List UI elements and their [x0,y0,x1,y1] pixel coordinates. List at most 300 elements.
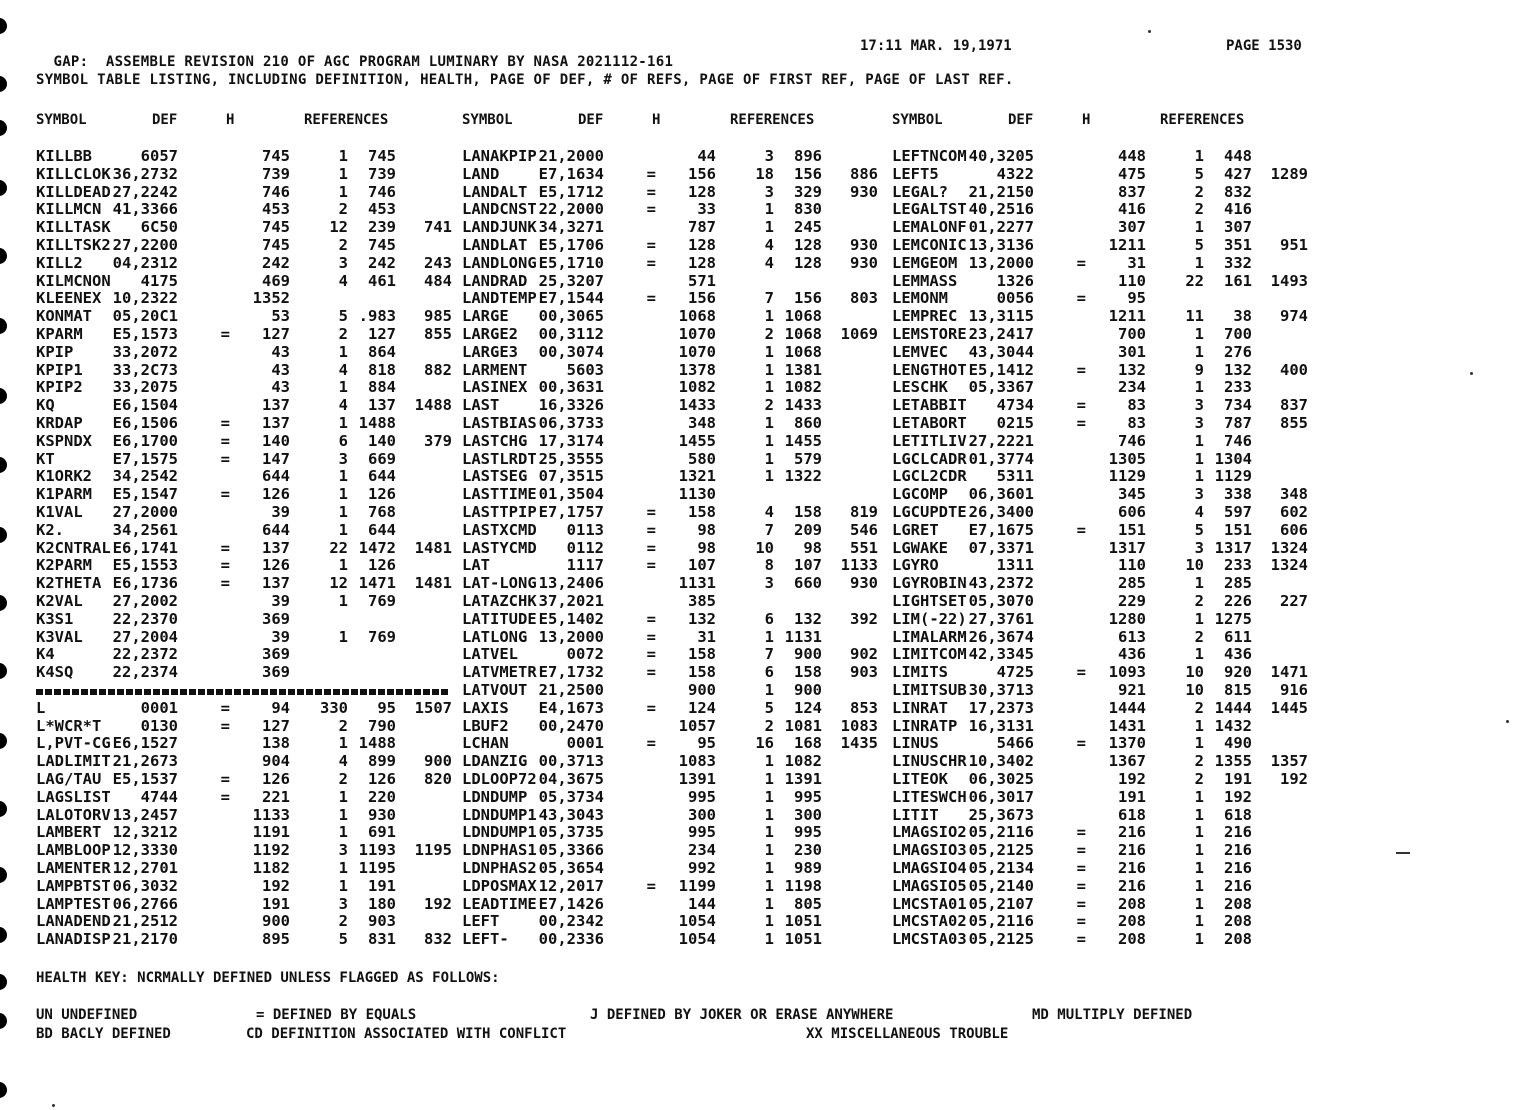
cell-def: 27,2242 [112,182,178,201]
cell-symbol: LGYRO [892,556,939,575]
cell-ref-count: 3 [764,574,774,593]
cell-ref-count: 1 [764,378,774,397]
cell-ref-count: 1 [764,770,774,788]
cell-symbol: LANADISP [36,930,111,949]
cell-ref-count: 1 [338,378,348,397]
cell-ref-page: 191 [262,894,290,913]
cell-ref-page: 234 [688,841,716,860]
cell-symbol: LEFT5 [892,164,939,183]
cell-first-ref: 1317 [1214,538,1252,557]
cell-ref-page: 436 [1118,645,1146,664]
cell-ref-count: 1 [1194,253,1204,272]
cell-ref-page: 95 [697,734,716,753]
punch-hole [0,76,7,92]
cell-ref-page: 138 [262,734,290,753]
cell-def: 12,3212 [112,823,178,842]
punch-hole [0,388,7,404]
cell-ref-count: 16 [755,734,774,753]
cell-def: 13,3136 [968,236,1034,254]
cell-ref-count: 2 [764,716,774,735]
cell-ref-count: 22 [1185,271,1204,290]
cell-ref-page: 98 [697,538,716,557]
cell-symbol: LMCSTA03 [892,930,967,949]
cell-last-ref: 379 [424,431,452,450]
cell-ref-page: 995 [688,787,716,806]
cell-ref-count: 6 [338,431,348,450]
cell-def: 33,2075 [112,378,178,397]
cell-def: 21,2000 [538,147,604,165]
cell-first-ref: 579 [794,449,822,468]
cell-ref-count: 7 [764,645,774,664]
cell-def: 13,2000 [968,253,1034,272]
cell-ref-page: 285 [1118,574,1146,593]
cell-last-ref: 853 [850,698,878,717]
cell-last-ref: 882 [424,360,452,379]
cell-first-ref: 216 [1224,876,1252,895]
health-key-j: J DEFINED BY JOKER OR ERASE ANYWHERE [590,1007,894,1023]
punch-hole [0,248,7,264]
cell-ref-page: 700 [1118,325,1146,343]
cell-ref-page: 900 [688,681,716,699]
punch-hole [0,801,7,817]
cell-def: 21,2500 [538,681,604,699]
cell-ref-page: 837 [1118,182,1146,201]
cell-ref-page: 448 [1118,147,1146,165]
cell-health: = [646,520,656,539]
speck [1396,852,1410,854]
cell-def: 0001 [566,734,604,753]
cell-ref-page: 1192 [252,841,290,860]
cell-ref-count: 1 [1194,645,1204,664]
cell-symbol: LATLONG [462,627,528,646]
cell-symbol: LAXIS [462,698,509,717]
cell-def: E5,1537 [112,770,178,788]
cell-last-ref: 930 [850,182,878,201]
cell-ref-page: 1129 [1108,467,1146,486]
cell-ref-count: 9 [1194,360,1204,379]
cell-first-ref: 1068 [784,342,822,361]
cell-last-ref: 1324 [1270,556,1308,575]
cell-symbol: LEGAL? [892,182,948,201]
cell-first-ref: .983 [358,307,396,326]
cell-symbol: LEMSTORE [892,325,967,343]
cell-ref-page: 1431 [1108,716,1146,735]
punch-hole [0,318,7,334]
cell-ref-page: 110 [1118,271,1146,290]
cell-def: 00,2342 [538,912,604,931]
cell-symbol: LAST [462,396,500,415]
cell-ref-count: 1 [338,556,348,575]
cell-ref-page: 208 [1118,894,1146,913]
cell-symbol: LINRATP [892,716,958,735]
header-references-1: REFERENCES [304,112,389,128]
cell-def: 0113 [566,520,604,539]
cell-first-ref: 995 [794,823,822,842]
cell-def: 05,2125 [968,841,1034,860]
cell-first-ref: 332 [1224,253,1252,272]
cell-first-ref: 168 [794,734,822,753]
cell-ref-page: 1070 [678,325,716,343]
cell-ref-count: 330 [320,698,348,717]
cell-symbol: LADLIMIT [36,752,111,771]
cell-def: 0112 [566,538,604,557]
cell-def: 01,3504 [538,485,604,504]
cell-def: E6,1741 [112,538,178,557]
cell-first-ref: 745 [368,147,396,165]
cell-health: = [646,289,656,308]
cell-ref-count: 1 [764,752,774,771]
cell-def: E7,1732 [538,663,604,682]
cell-first-ref: 900 [794,681,822,699]
cell-def: E7,1426 [538,894,604,913]
cell-ref-page: 1054 [678,912,716,931]
cell-ref-page: 345 [1118,485,1146,504]
cell-symbol: LAT-LONG [462,574,537,593]
header-symbol-1: SYMBOL [36,112,87,128]
cell-ref-page: 1199 [678,876,716,895]
cell-first-ref: 746 [368,182,396,201]
cell-def: 30,3713 [968,681,1034,699]
cell-last-ref: 855 [424,325,452,343]
cell-ref-count: 1 [1194,805,1204,824]
cell-def: 01,2277 [968,218,1034,237]
cell-first-ref: 156 [794,289,822,308]
cell-def: 13,2457 [112,805,178,824]
cell-symbol: LANDCNST [462,200,537,219]
cell-ref-count: 1 [338,467,348,486]
cell-symbol: K2THETA [36,574,102,593]
cell-symbol: K1ORK2 [36,467,92,486]
header-def-1: DEF [152,112,178,128]
cell-def: 4744 [140,787,178,806]
cell-first-ref: 351 [1224,236,1252,254]
cell-def: E7,1675 [968,520,1034,539]
cell-def: 05,2116 [968,823,1034,842]
cell-ref-page: 137 [262,538,290,557]
cell-first-ref: 1471 [358,574,396,593]
cell-def: 21,2170 [112,930,178,949]
cell-symbol: LMCSTA02 [892,912,967,931]
cell-ref-count: 1 [764,449,774,468]
cell-ref-page: 31 [697,627,716,646]
cell-def: E5,1710 [538,253,604,272]
punch-hole [0,733,7,749]
cell-ref-page: 132 [1118,360,1146,379]
cell-def: 06,3601 [968,485,1034,504]
cell-def: 05,2125 [968,930,1034,949]
cell-health: = [1076,360,1086,379]
cell-last-ref: 1435 [840,734,878,753]
cell-last-ref: 1069 [840,325,878,343]
cell-ref-page: 221 [262,787,290,806]
cell-def: 13,2000 [538,627,604,646]
cell-ref-page: 606 [1118,503,1146,521]
cell-first-ref: 864 [368,342,396,361]
cell-ref-count: 5 [1194,164,1204,183]
cell-last-ref: 392 [850,609,878,628]
cell-def: 05,2107 [968,894,1034,913]
cell-ref-count: 1 [764,681,774,699]
cell-first-ref: 126 [368,770,396,788]
cell-ref-count: 4 [764,253,774,272]
cell-def: 06,3025 [968,770,1034,788]
cell-def: E7,1575 [112,449,178,468]
cell-last-ref: 1445 [1270,698,1308,717]
cell-health: = [646,164,656,183]
cell-ref-page: 995 [688,823,716,842]
cell-ref-page: 1433 [678,396,716,415]
cell-first-ref: 787 [1224,414,1252,432]
cell-ref-page: 300 [688,805,716,824]
cell-ref-count: 1 [764,876,774,895]
cell-def: E6,1506 [112,414,178,432]
cell-first-ref: 209 [794,520,822,539]
cell-last-ref: 1324 [1270,538,1308,557]
cell-health: = [220,556,230,575]
cell-ref-page: 895 [262,930,290,949]
cell-first-ref: 1082 [784,378,822,397]
cell-ref-count: 2 [338,325,348,343]
cell-last-ref: 916 [1280,681,1308,699]
cell-health: = [646,663,656,682]
cell-symbol: LATAZCHK [462,592,537,610]
cell-first-ref: 1322 [784,467,822,486]
cell-def: 26,3674 [968,627,1034,646]
cell-ref-page: 83 [1127,414,1146,432]
cell-first-ref: 191 [368,876,396,895]
cell-ref-count: 1 [338,503,348,521]
cell-symbol: L [36,698,46,717]
print-time: 17:11 MAR. 19,1971 [860,38,1012,54]
assembly-title: GAP: ASSEMBLE REVISION 210 OF AGC PROGRAM LUMINARY BY NASA 2021112-161 [53,54,674,70]
cell-def: 13,2406 [538,574,604,593]
cell-first-ref: 1129 [1214,467,1252,486]
cell-def: 25,3555 [538,449,604,468]
cell-symbol: LASTTPIP [462,503,537,521]
punch-hole [0,180,7,196]
cell-ref-page: 1280 [1108,609,1146,628]
cell-symbol: LATITUDE [462,609,537,628]
cell-ref-count: 18 [755,164,774,183]
cell-ref-page: 98 [697,520,716,539]
punch-hole [0,867,7,883]
cell-ref-count: 1 [1194,716,1204,735]
cell-symbol: LASTCHG [462,431,528,450]
cell-first-ref: 989 [794,859,822,877]
header-def-2: DEF [578,112,604,128]
cell-ref-page: 1455 [678,431,716,450]
cell-symbol: LENGTHOT [892,360,967,379]
cell-ref-page: 1391 [678,770,716,788]
cell-def: E6,1700 [112,431,178,450]
cell-ref-page: 644 [262,520,290,539]
cell-ref-page: 301 [1118,342,1146,361]
health-key-md: MD MULTIPLY DEFINED [1032,1007,1193,1023]
cell-def: 00,3631 [538,378,604,397]
cell-first-ref: 161 [1224,271,1252,290]
cell-ref-count: 3 [1194,538,1204,557]
cell-ref-page: 126 [262,485,290,504]
cell-symbol: LAMPBTST [36,876,111,895]
punch-hole [0,927,7,943]
cell-ref-count: 1 [764,360,774,379]
cell-ref-count: 1 [338,182,348,201]
cell-ref-count: 2 [1194,592,1204,610]
header-h-2: H [652,112,661,128]
cell-ref-page: 571 [688,271,716,290]
cell-def: 07,3371 [968,538,1034,557]
cell-def: 34,2561 [112,520,178,539]
punch-hole [0,457,7,473]
cell-first-ref: 245 [794,218,822,237]
cell-first-ref: 899 [368,752,396,771]
cell-first-ref: 180 [368,894,396,913]
cell-health: = [220,770,230,788]
cell-ref-count: 22 [329,538,348,557]
cell-def: E5,1547 [112,485,178,504]
cell-symbol: LANDRAD [462,271,528,290]
cell-def: 05,20C1 [112,307,178,326]
cell-first-ref: 1131 [784,627,822,646]
cell-symbol: KILLMCN [36,200,102,219]
cell-symbol: LCHAN [462,734,509,753]
cell-ref-count: 10 [1185,556,1204,575]
cell-ref-page: 126 [262,770,290,788]
cell-def: 27,2002 [112,592,178,610]
cell-ref-count: 5 [1194,236,1204,254]
cell-ref-page: 469 [262,271,290,290]
cell-ref-page: 124 [688,698,716,717]
cell-first-ref: 427 [1224,164,1252,183]
cell-health: = [646,627,656,646]
cell-ref-page: 43 [271,378,290,397]
cell-symbol: LANADEND [36,912,111,931]
cell-ref-page: 242 [262,253,290,272]
cell-symbol: KT [36,449,55,468]
cell-symbol: KILL2 [36,253,83,272]
cell-first-ref: 860 [794,414,822,432]
cell-last-ref: 1493 [1270,271,1308,290]
cell-ref-count: 1 [764,805,774,824]
cell-symbol: LDLOOP72 [462,770,537,788]
cell-symbol: LINRAT [892,698,948,717]
cell-symbol: LGWAKE [892,538,948,557]
cell-symbol: LARGE3 [462,342,518,361]
cell-def: 5466 [996,734,1034,753]
cell-ref-count: 4 [338,271,348,290]
cell-def: 0215 [996,414,1034,432]
cell-first-ref: 691 [368,823,396,842]
cell-def: 21,2150 [968,182,1034,201]
cell-def: 4175 [140,271,178,290]
cell-def: 5603 [566,360,604,379]
cell-health: = [646,609,656,628]
cell-first-ref: 216 [1224,841,1252,860]
cell-ref-page: 128 [688,253,716,272]
cell-ref-page: 107 [688,556,716,575]
cell-ref-count: 2 [338,236,348,254]
cell-symbol: LDPOSMAX [462,876,537,895]
cell-def: 00,2336 [538,930,604,949]
cell-symbol: LEMCONIC [892,236,967,254]
cell-first-ref: 230 [794,841,822,860]
cell-first-ref: 107 [794,556,822,575]
cell-first-ref: 192 [1224,787,1252,806]
cell-ref-page: 1191 [252,823,290,842]
cell-ref-count: 11 [1185,307,1204,326]
punch-hole [0,527,7,543]
cell-last-ref: 484 [424,271,452,290]
cell-ref-page: 137 [262,574,290,593]
cell-ref-page: 208 [1118,912,1146,931]
cell-ref-page: 33 [697,200,716,219]
speck [52,1104,55,1107]
cell-def: 34,3271 [538,218,604,237]
header-symbol-2: SYMBOL [462,112,513,128]
cell-first-ref: 1082 [784,752,822,771]
cell-ref-count: 2 [1194,182,1204,201]
cell-ref-count: 3 [338,841,348,860]
cell-symbol: KILLCLOK [36,164,111,183]
cell-ref-count: 1 [1194,431,1204,450]
cell-first-ref: 1081 [784,716,822,735]
cell-def: 22,2370 [112,609,178,628]
cell-last-ref: 1357 [1270,752,1308,771]
cell-def: 36,2732 [112,164,178,183]
cell-ref-page: 1370 [1108,734,1146,753]
cell-first-ref: 307 [1224,218,1252,237]
cell-ref-page: 140 [262,431,290,450]
cell-first-ref: 815 [1224,681,1252,699]
cell-last-ref: 348 [1280,485,1308,504]
cell-ref-page: 128 [688,236,716,254]
cell-ref-page: 644 [262,467,290,486]
cell-first-ref: 208 [1224,930,1252,949]
cell-ref-page: 1367 [1108,752,1146,771]
cell-ref-count: 4 [764,236,774,254]
cell-ref-count: 1 [338,164,348,183]
cell-def: 01,3774 [968,449,1034,468]
cell-ref-count: 1 [1194,378,1204,397]
cell-ref-page: 94 [271,698,290,717]
cell-health: = [220,325,230,343]
cell-def: 41,3366 [112,200,178,219]
cell-def: 22,2000 [538,200,604,219]
cell-first-ref: 1304 [1214,449,1252,468]
cell-first-ref: 669 [368,449,396,468]
cell-def: 00,3065 [538,307,604,326]
cell-ref-page: 127 [262,325,290,343]
cell-health: = [220,485,230,504]
cell-ref-count: 3 [764,147,774,165]
cell-ref-count: 3 [1194,485,1204,504]
cell-ref-page: 156 [688,289,716,308]
cell-last-ref: 606 [1280,520,1308,539]
cell-symbol: LAMENTER [36,859,111,877]
cell-ref-page: 369 [262,609,290,628]
cell-first-ref: 448 [1224,147,1252,165]
cell-ref-page: 43 [271,360,290,379]
cell-def: 06,3032 [112,876,178,895]
cell-symbol: LARMENT [462,360,528,379]
cell-first-ref: 124 [794,698,822,717]
cell-def: E5,1573 [112,325,178,343]
cell-last-ref: 551 [850,538,878,557]
cell-def: 43,2372 [968,574,1034,593]
cell-ref-page: 132 [688,609,716,628]
cell-ref-page: 1305 [1108,449,1146,468]
cell-last-ref: 819 [850,503,878,521]
